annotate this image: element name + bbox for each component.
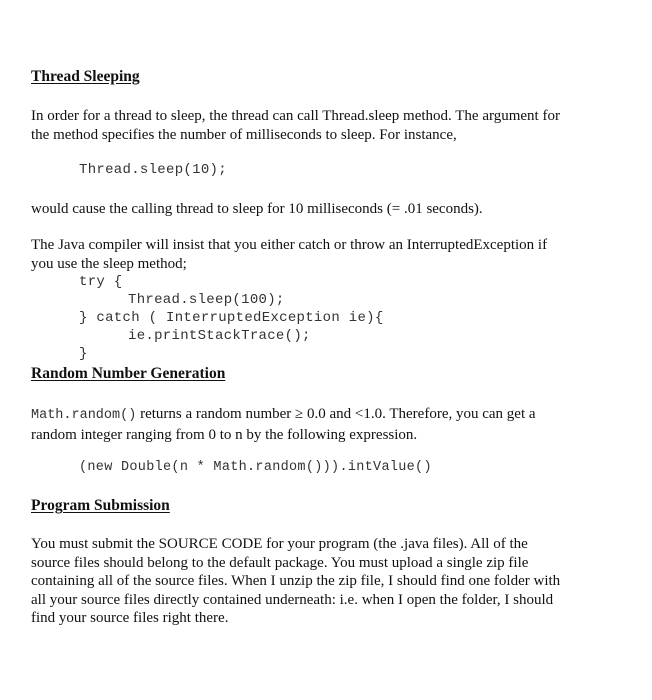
text-line: random integer ranging from 0 to n by the following expression. (31, 426, 418, 443)
inline-code-math-random: Math.random() (31, 408, 137, 423)
text-line: source files should belong to the default package. You must upload a single zip file (31, 554, 529, 571)
code-random-expression: (new Double(n * Math.random())).intValue() (79, 460, 432, 475)
heading-thread-sleeping: Thread Sleeping (31, 68, 140, 85)
code-sleep-call: Thread.sleep(100); (128, 292, 285, 308)
compiler-paragraph (31, 236, 621, 273)
text-line: the method specifies the number of milliseconds to sleep. For instance, (31, 126, 457, 143)
code-close-brace: } (79, 346, 88, 362)
sleeping-effect-paragraph (31, 200, 621, 219)
submission-paragraph (31, 535, 621, 628)
text-line: find your source files right there. (31, 610, 229, 626)
code-catch: } catch ( InterruptedException ie){ (79, 310, 384, 326)
heading-random-number-generation: Random Number Generation (31, 365, 226, 382)
random-paragraph (31, 405, 621, 444)
heading-program-submission: Program Submission (31, 497, 170, 514)
sleeping-intro-paragraph (31, 107, 621, 144)
text-line: The Java compiler will insist that you either catch or throw an InterruptedException if (31, 237, 548, 253)
text-fragment: returns a random number ≥ 0.0 and <1.0. Therefore, you can get a (136, 406, 536, 422)
text-line: You must submit the SOURCE CODE for your program (the .java files). All of the (31, 536, 528, 552)
text-line: all your source files directly contained underneath: i.e. when I open the folder, I should (31, 591, 554, 608)
text-line: you use the sleep method; (31, 255, 187, 272)
text-line: containing all of the source files. When I unzip the zip file, I should find one folder with (31, 573, 561, 589)
text-line (31, 405, 621, 426)
code-sleep-example: Thread.sleep(10); (79, 162, 227, 178)
text-line: would cause the calling thread to sleep for 10 milliseconds (= .01 seconds). (31, 201, 483, 217)
code-try: try { (79, 274, 123, 290)
code-print-stack-trace: ie.printStackTrace(); (128, 328, 311, 344)
text-line: In order for a thread to sleep, the thread can call Thread.sleep method. The argument for (31, 108, 560, 124)
